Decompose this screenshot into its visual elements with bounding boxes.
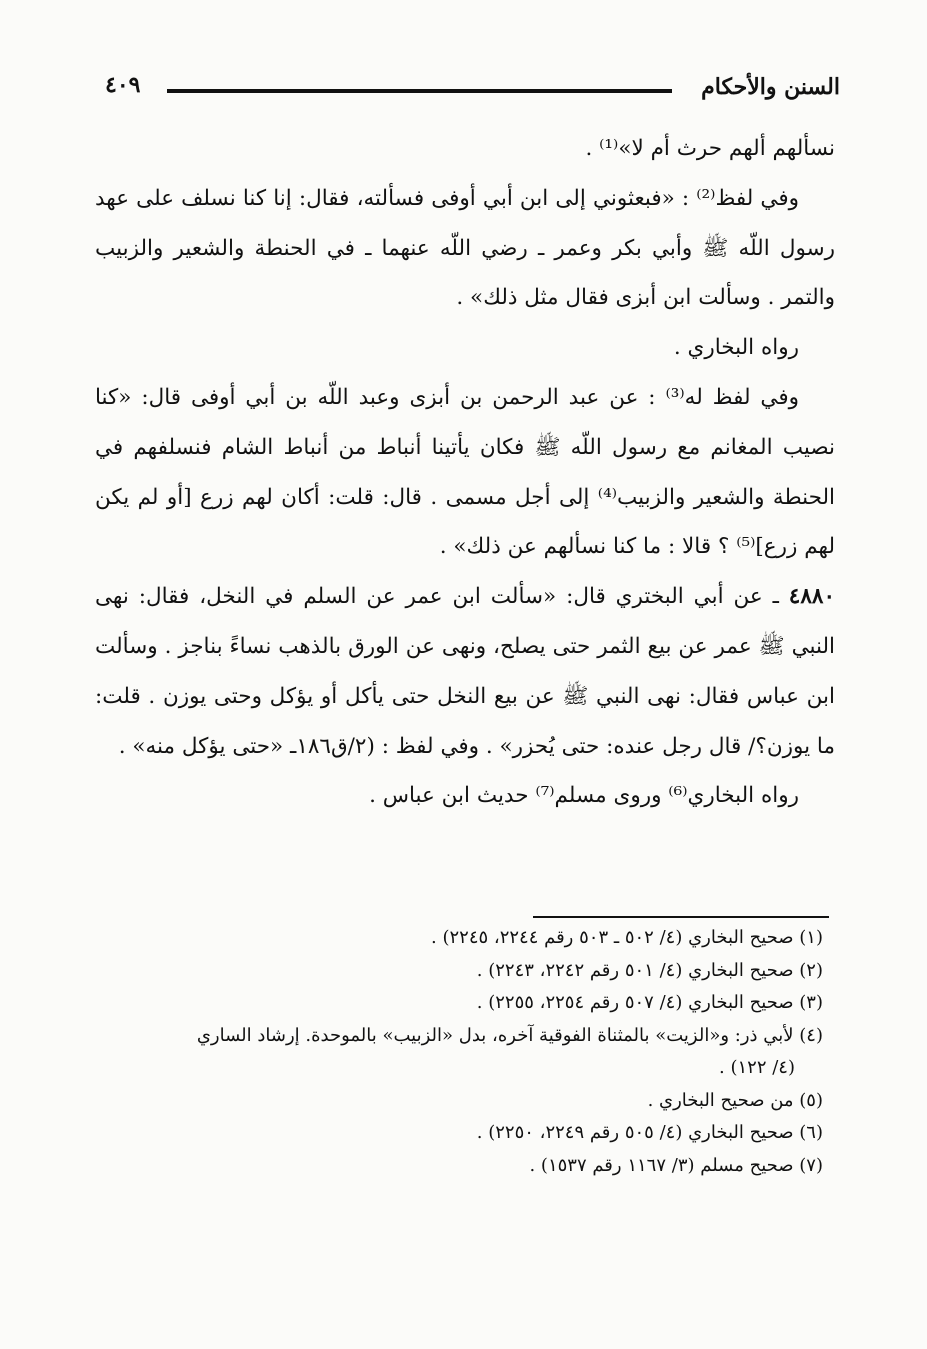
footnote-5: (٥) من صحيح البخاري . — [647, 1089, 823, 1111]
hadith-number: ٤٨٨٠ — [788, 584, 835, 610]
page-header — [105, 70, 840, 110]
paragraph-3: رواه البخاري . — [673, 335, 799, 361]
paragraph-2: وفي لفظ⁽²⁾ : «فبعثوني إلى ابن أبي أوفى فسألته، فقال: إنا كنا نسلف على عهد رسول اللّه ﷺ وأبي بكر وعمر ـ رضي اللّه عنهما ـ في الحنطة والشعير والزبيب والتمر . وسألت ابن أبزى فقال مثل ذلك» . — [95, 185, 835, 311]
footnote-7: (٧) صحيح مسلم (٣/ ١١٦٧ رقم ١٥٣٧) . — [529, 1154, 823, 1176]
footnote-4: (٤) لأبي ذر: و«الزيت» بالمثناة الفوقية آخره، بدل «الزبيب» بالموحدة. إرشاد الساري — [196, 1024, 823, 1046]
header-rule — [167, 89, 672, 93]
paragraph-5 — [95, 572, 835, 771]
paragraph-6: رواه البخاري⁽⁶⁾ وروى مسلم⁽⁷⁾ حديث ابن عباس . — [369, 783, 799, 809]
footnote-rule — [533, 916, 829, 918]
footnote-6: (٦) صحيح البخاري (٤/ ٥٠٥ رقم ٢٢٤٩، ٢٢٥٠) . — [476, 1122, 823, 1143]
paragraph-4: وفي لفظ له⁽³⁾ : عن عبد الرحمن بن أبزى وعبد اللّه بن أبي أوفى قال: «كنا نصيب المغانم مع رسول اللّه ﷺ فكان يأتينا أنباط من أنباط الشام فنسلفهم في الحنطة والشعير والزبيب⁽⁴⁾ إلى أجل مسمى . قال: قلت: أكان لهم زرع [أو لم يكن لهم زرع]⁽⁵⁾ ؟ قالا : ما كنا نسألهم عن ذلك» . — [95, 384, 835, 560]
footnote-1: (١) صحيح البخاري (٤/ ٥٠٢ ـ ٥٠٣ رقم ٢٢٤٤، ٢٢٤٥) . — [431, 927, 823, 948]
footnote-2: (٢) صحيح البخاري (٤/ ٥٠١ رقم ٢٢٤٢، ٢٢٤٣) . — [476, 959, 823, 981]
footnote-3: (٣) صحيح البخاري (٤/ ٥٠٧ رقم ٢٢٥٤، ٢٢٥٥) . — [476, 992, 823, 1013]
paragraph-5-text: ـ عن أبي البختري قال: «سألت ابن عمر عن السلم في النخل، فقال: نهى النبي ﷺ عمر عن بيع الثمر حتى يصلح، ونهى عن الورق بالذهب نساءً بناجز . وسألت ابن عباس فقال: نهى النبي ﷺ عن بيع النخل حتى يأكل أو يؤكل وحتى يوزن . قلت: ما يوزن؟/ قال رجل عنده: حتى يُحزر» . وفي لفظ : (٢/ق١٨٦ـ «حتى يؤكل منه» . — [95, 584, 835, 759]
running-title: السنن والأحكام — [701, 74, 840, 100]
footnotes — [93, 922, 823, 1182]
paragraph-1: نسألهم ألهم حرث أم لا»⁽¹⁾ . — [585, 136, 835, 161]
main-text — [95, 124, 835, 821]
page-number: ٤٠٩ — [105, 72, 141, 98]
footnote-4-continued: (٤/ ١٢٢) . — [719, 1057, 795, 1078]
